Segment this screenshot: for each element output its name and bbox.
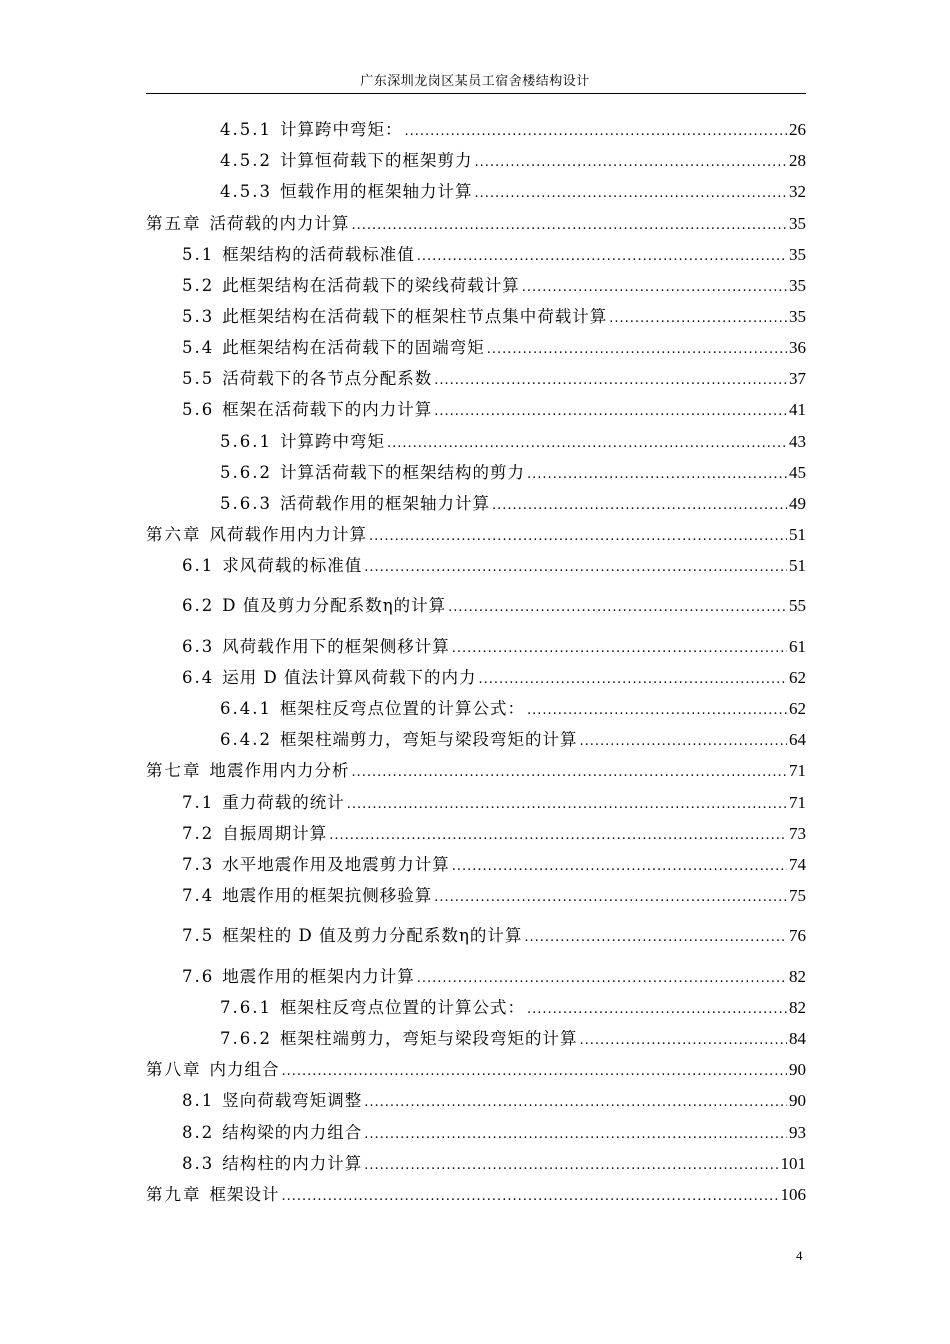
toc-number: 7.3 [182, 855, 215, 874]
toc-entry-5-6-1[interactable] [220, 430, 806, 454]
toc-number: 7.6.1 [220, 998, 272, 1017]
toc-number: 4.5.1 [220, 120, 272, 139]
toc-number: 5.1 [182, 245, 215, 264]
toc-title: 活荷载下的各节点分配系数 [222, 369, 433, 388]
toc-title: 计算跨中弯矩： [279, 120, 403, 139]
toc-page: 51 [789, 525, 806, 544]
toc-entry-6-4-2[interactable] [220, 728, 806, 752]
toc-leader [282, 1060, 788, 1084]
toc-entry-8-2[interactable] [182, 1121, 806, 1145]
toc-leader [364, 1154, 778, 1178]
toc-number: 4.5.2 [220, 151, 272, 170]
toc-page: 43 [789, 432, 806, 451]
toc-leader [478, 668, 787, 692]
toc-entry-4-5-2[interactable] [220, 149, 806, 173]
toc-entry-6-2[interactable] [182, 594, 806, 618]
toc-leader [352, 214, 788, 238]
toc-page: 35 [789, 307, 806, 326]
toc-number: 5.3 [182, 307, 215, 326]
toc-number: 6.4.2 [220, 730, 272, 749]
toc-page: 75 [789, 886, 806, 905]
toc-leader [492, 494, 787, 518]
toc-leader [434, 369, 787, 393]
toc-number: 5.6 [182, 400, 215, 419]
toc-entry-chapter-8[interactable] [146, 1058, 806, 1082]
toc-number: 7.5 [182, 926, 215, 945]
toc-title: 风荷载作用下的框架侧移计算 [222, 637, 450, 656]
toc-leader [417, 967, 787, 991]
toc-title: 此框架结构在活荷载下的框架柱节点集中荷载计算 [222, 307, 608, 326]
toc-title: 框架在活荷载下的内力计算 [222, 400, 433, 419]
toc-title: D 值及剪力分配系数η的计算 [222, 596, 447, 615]
toc-entry-6-4[interactable] [182, 666, 806, 690]
toc-title: 风荷载作用内力计算 [209, 525, 367, 544]
toc-title: 结构梁的内力组合 [222, 1123, 363, 1142]
toc-leader [347, 793, 787, 817]
toc-entry-4-5-1[interactable] [220, 118, 806, 142]
toc-number: 7.4 [182, 886, 215, 905]
toc-page: 49 [789, 494, 806, 513]
toc-entry-chapter-7[interactable] [146, 759, 806, 783]
toc-leader [364, 556, 787, 580]
header-divider [146, 93, 806, 94]
toc-page: 61 [789, 637, 806, 656]
toc-leader [434, 400, 787, 424]
toc-entry-7-1[interactable] [182, 791, 806, 815]
toc-title: 重力荷载的统计 [222, 793, 345, 812]
toc-entry-5-6[interactable] [182, 398, 806, 422]
toc-leader [329, 824, 787, 848]
toc-number: 第七章 [146, 761, 202, 780]
toc-number: 6.4 [182, 668, 215, 687]
page-number: 4 [796, 1248, 803, 1263]
toc-page: 45 [789, 463, 806, 482]
toc-entry-6-3[interactable] [182, 635, 806, 659]
toc-leader [452, 637, 787, 661]
toc-leader [579, 1029, 787, 1053]
toc-page: 36 [789, 338, 806, 357]
toc-title: 活荷载作用的框架轴力计算 [279, 494, 490, 513]
toc-leader [579, 730, 787, 754]
toc-leader [417, 245, 787, 269]
toc-title: 地震作用的框架内力计算 [222, 967, 415, 986]
toc-page: 82 [789, 998, 806, 1017]
toc-entry-chapter-5[interactable] [146, 212, 806, 236]
toc-page: 93 [789, 1123, 806, 1142]
toc-number: 第九章 [146, 1185, 202, 1204]
toc-leader [474, 151, 787, 175]
toc-leader [527, 463, 787, 487]
toc-title: 地震作用的框架抗侧移验算 [222, 886, 433, 905]
toc-page: 35 [789, 245, 806, 264]
toc-number: 8.3 [182, 1154, 215, 1173]
toc-leader [434, 886, 787, 910]
toc-title: 框架柱的 D 值及剪力分配系数η的计算 [222, 926, 523, 945]
toc-number: 5.6.3 [220, 494, 272, 513]
toc-page: 62 [789, 699, 806, 718]
toc-title: 结构柱的内力计算 [222, 1154, 363, 1173]
toc-entry-5-5[interactable] [182, 367, 806, 391]
toc-entry-7-6-2[interactable] [220, 1027, 806, 1051]
toc-title: 计算跨中弯矩 [279, 432, 385, 451]
toc-number: 5.4 [182, 338, 215, 357]
toc-entry-7-3[interactable] [182, 853, 806, 877]
toc-number: 第六章 [146, 525, 202, 544]
toc-title: 计算活荷载下的框架结构的剪力 [279, 463, 525, 482]
toc-title: 自振周期计算 [222, 824, 328, 843]
toc-leader [609, 307, 787, 331]
toc-leader [448, 596, 787, 620]
toc-entry-7-6[interactable] [182, 965, 806, 989]
toc-page: 71 [789, 761, 806, 780]
toc-number: 5.2 [182, 276, 215, 295]
toc-title: 框架结构的活荷载标准值 [222, 245, 415, 264]
toc-title: 地震作用内力分析 [209, 761, 350, 780]
toc-entry-6-4-1[interactable] [220, 697, 806, 721]
toc-number: 7.1 [182, 793, 215, 812]
toc-number: 4.5.3 [220, 182, 272, 201]
toc-title: 运用 D 值法计算风荷载下的内力 [222, 668, 477, 687]
toc-leader [522, 276, 787, 300]
toc-title: 框架柱端剪力，弯矩与梁段弯矩的计算 [279, 730, 578, 749]
toc-number: 5.6.1 [220, 432, 272, 451]
toc-title: 活荷载的内力计算 [209, 214, 350, 233]
toc-page: 28 [789, 151, 806, 170]
toc-leader [364, 1123, 787, 1147]
toc-entry-5-3[interactable] [182, 305, 806, 329]
toc-title: 水平地震作用及地震剪力计算 [222, 855, 450, 874]
toc-page: 90 [789, 1091, 806, 1110]
toc-leader [527, 699, 787, 723]
toc-page: 51 [789, 556, 806, 575]
toc-number: 7.6.2 [220, 1029, 272, 1048]
toc-title: 此框架结构在活荷载下的固端弯矩 [222, 338, 485, 357]
toc-title: 框架设计 [209, 1185, 280, 1204]
toc-page: 32 [789, 182, 806, 201]
toc-page: 71 [789, 793, 806, 812]
toc-page: 37 [789, 369, 806, 388]
toc-entry-8-1[interactable] [182, 1089, 806, 1113]
toc-page: 84 [789, 1029, 806, 1048]
toc-number: 5.5 [182, 369, 215, 388]
toc-page: 64 [789, 730, 806, 749]
toc-leader [369, 525, 787, 549]
toc-page: 55 [789, 596, 806, 615]
toc-number: 第五章 [146, 214, 202, 233]
toc-page: 76 [789, 926, 806, 945]
toc-entry-7-6-1[interactable] [220, 996, 806, 1020]
toc-number: 6.4.1 [220, 699, 272, 718]
toc-page: 73 [789, 824, 806, 843]
toc-number: 7.6 [182, 967, 215, 986]
toc-number: 第八章 [146, 1060, 202, 1079]
toc-number: 6.3 [182, 637, 215, 656]
toc-title: 此框架结构在活荷载下的梁线荷载计算 [222, 276, 520, 295]
toc-leader [524, 926, 787, 950]
toc-leader [364, 1091, 787, 1115]
toc-entry-chapter-6[interactable] [146, 523, 806, 547]
toc-entry-5-2[interactable] [182, 274, 806, 298]
running-header: 广东深圳龙岗区某员工宿舍楼结构设计 [360, 74, 590, 89]
toc-leader [282, 1185, 779, 1209]
toc-title: 内力组合 [209, 1060, 280, 1079]
toc-number: 8.2 [182, 1123, 215, 1142]
toc-number: 6.2 [182, 596, 215, 615]
toc-entry-5-4[interactable] [182, 336, 806, 360]
toc-entry-chapter-9[interactable] [146, 1183, 806, 1207]
toc-page: 41 [789, 400, 806, 419]
toc-number: 7.2 [182, 824, 215, 843]
toc-page: 90 [789, 1060, 806, 1079]
toc-leader [404, 120, 787, 144]
toc-title: 恒载作用的框架轴力计算 [279, 182, 473, 201]
toc-page: 26 [789, 120, 806, 139]
toc-page: 74 [789, 855, 806, 874]
toc-entry-6-1[interactable] [182, 554, 806, 578]
toc-page: 62 [789, 668, 806, 687]
toc-page: 35 [789, 276, 806, 295]
toc-page: 106 [780, 1185, 806, 1204]
toc-leader [487, 338, 787, 362]
toc-entry-8-3[interactable] [182, 1152, 806, 1176]
toc-entry-5-6-3[interactable] [220, 492, 806, 516]
toc-title: 框架柱反弯点位置的计算公式： [279, 699, 525, 718]
toc-entry-7-5[interactable] [182, 924, 806, 948]
toc-leader [452, 855, 787, 879]
toc-entry-7-4[interactable] [182, 884, 806, 908]
toc-number: 8.1 [182, 1091, 215, 1110]
toc-title: 计算恒荷载下的框架剪力 [279, 151, 473, 170]
toc-leader [527, 998, 787, 1022]
toc-title: 竖向荷载弯矩调整 [222, 1091, 363, 1110]
toc-leader [352, 761, 788, 785]
toc-page: 35 [789, 214, 806, 233]
toc-entry-5-6-2[interactable] [220, 461, 806, 485]
toc-page: 82 [789, 967, 806, 986]
toc-page: 101 [780, 1154, 806, 1173]
toc-entry-7-2[interactable] [182, 822, 806, 846]
toc-title: 求风荷载的标准值 [222, 556, 363, 575]
toc-title: 框架柱反弯点位置的计算公式： [279, 998, 525, 1017]
toc-leader [474, 182, 787, 206]
toc-entry-4-5-3[interactable] [220, 180, 806, 204]
toc-entry-5-1[interactable] [182, 243, 806, 267]
toc-title: 框架柱端剪力，弯矩与梁段弯矩的计算 [279, 1029, 578, 1048]
toc-number: 5.6.2 [220, 463, 272, 482]
toc-number: 6.1 [182, 556, 215, 575]
toc-leader [387, 432, 787, 456]
